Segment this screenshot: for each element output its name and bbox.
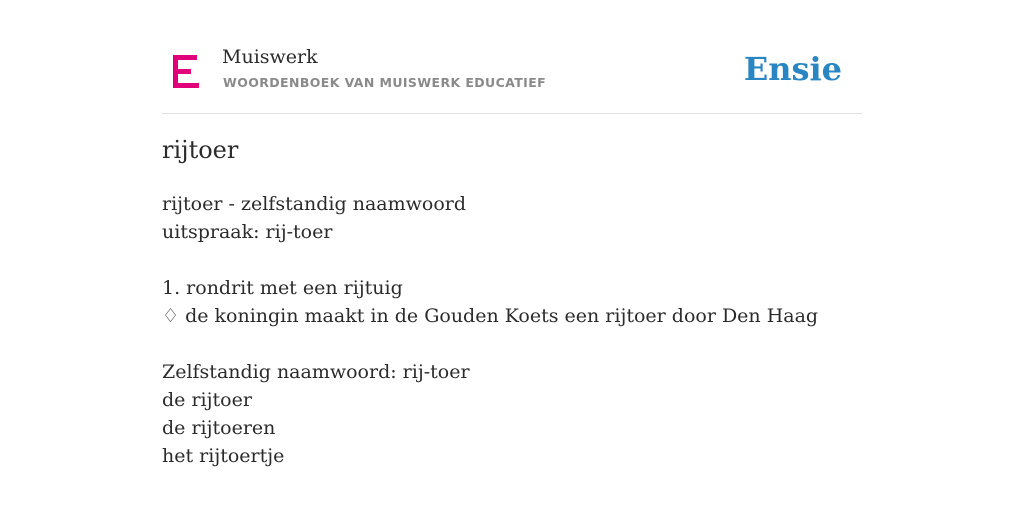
definition-line: uitspraak: rij-toer	[162, 221, 333, 243]
definition-line: Zelfstandig naamwoord: rij-toer	[162, 361, 470, 383]
muiswerk-logo-icon[interactable]	[173, 55, 199, 88]
definition-line: ♢ de koningin maakt in de Gouden Koets een rijtoer door Den Haag	[162, 305, 819, 327]
definition-line: de rijtoer	[162, 389, 252, 411]
definition-body	[162, 190, 818, 470]
brand-name[interactable]: Muiswerk	[222, 46, 318, 68]
definition-line: de rijtoeren	[162, 417, 276, 439]
definition-line	[162, 330, 818, 358]
definition-line: 1. rondrit met een rijtuig	[162, 277, 403, 299]
definition-line	[162, 246, 818, 274]
definition-line: het rijtoertje	[162, 445, 285, 467]
logo-bar-stem	[173, 55, 178, 88]
entry-title: rijtoer	[162, 136, 239, 164]
header	[162, 40, 862, 114]
ensie-logo[interactable]: Ensie	[743, 50, 842, 88]
brand-subtitle: WOORDENBOEK VAN MUISWERK EDUCATIEF	[223, 75, 547, 90]
definition-line: rijtoer - zelfstandig naamwoord	[162, 193, 466, 215]
